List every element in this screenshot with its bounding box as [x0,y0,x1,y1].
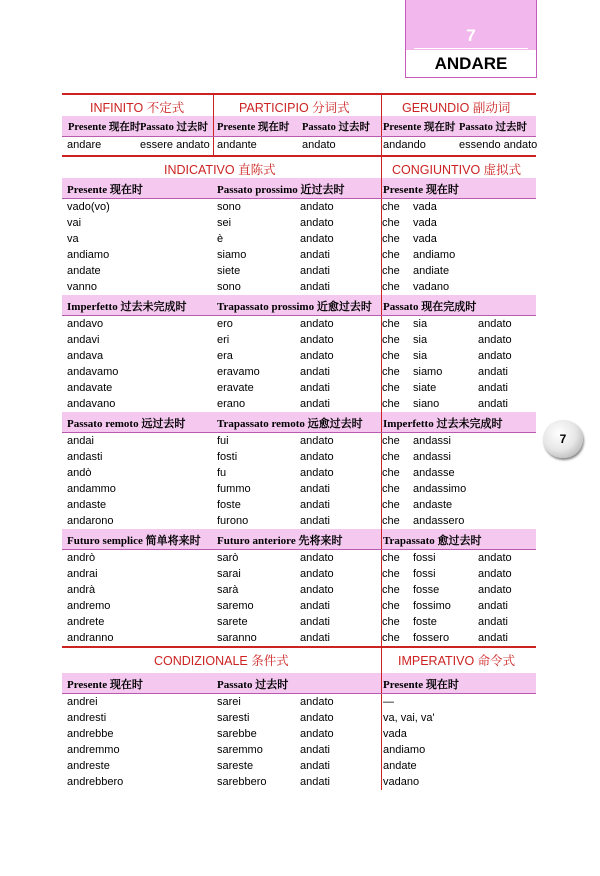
conjugation-cell: che [382,616,400,628]
conjugation-cell: andarono [67,515,114,527]
conjugation-row [62,694,536,710]
conjugation-cell: andrete [67,616,105,628]
conjugation-cell: che [382,366,400,378]
column-divider [381,465,382,481]
tense-header-row [62,295,536,316]
conjugation-cell: andati [478,382,508,394]
column-divider [213,116,214,136]
conjugation-cell: andati [300,398,330,410]
mood-header-row [62,155,536,178]
column-divider [381,247,382,263]
conjugation-row [62,550,536,566]
conjugation-cell: andato [300,350,334,362]
conjugation-cell: andati [300,632,330,644]
form-value: essendo andato [459,139,538,151]
conjugation-cell: fui [217,435,229,447]
conjugation-cell: saremmo [217,744,263,756]
tense-title: Futuro semplice 简单将来时 [67,535,201,547]
column-divider [381,758,382,774]
column-divider [381,295,382,315]
conjugation-cell: andati [300,760,330,772]
conjugation-cell: che [382,398,400,410]
form-value: andante [217,139,257,151]
conjugation-cell: che [382,382,400,394]
conjugation-cell: andresti [67,712,107,724]
conjugation-cell: andati [300,600,330,612]
forms-header-row [62,93,536,116]
tense-header-row [62,529,536,550]
conjugation-cell: vada [383,728,407,740]
conjugation-row [62,316,536,332]
conjugation-cell: vado(vo) [67,201,110,213]
column-divider [381,396,382,412]
conjugation-cell: vai [67,217,82,229]
column-divider [381,529,382,549]
conjugation-row [62,513,536,529]
conjugation-row [62,582,536,598]
tense-title: Presente 现在时 [67,679,143,691]
tense-title: Presente 现在时 [67,184,143,196]
conjugation-cell: andaste [413,499,453,511]
conjugation-cell: va, vai, va' [383,712,435,724]
conjugation-cell: andassimo [413,483,467,495]
conjugation-cell: andammo [67,483,116,495]
column-divider [381,694,382,710]
conjugation-cell: andato [300,552,334,564]
conjugation-cell: sarebbero [217,776,267,788]
conjugation-cell: eravate [217,382,254,394]
conjugation-cell: che [382,334,400,346]
column-divider [381,178,382,198]
conjugation-cell: sarei [217,696,241,708]
conjugation-cell: andai [67,435,94,447]
conjugation-cell: andato [300,584,334,596]
conjugation-cell: fossimo [413,600,451,612]
column-divider [381,137,382,155]
tense-title: Passato 现在完成时 [383,301,477,313]
conjugation-cell: che [382,568,400,580]
conjugation-cell: andate [67,265,101,277]
conjugation-cell: andato [300,318,334,330]
conjugation-cell: sarai [217,568,241,580]
conjugation-cell: ero [217,318,233,330]
condizionale-title: CONDIZIONALE 条件式 [154,654,289,668]
conjugation-cell: vadano [413,281,450,293]
tense-header-row [62,673,536,694]
conjugation-cell: foste [413,616,437,628]
conjugation-row [62,247,536,263]
conjugation-cell: andremmo [67,744,120,756]
conjugation-cell: andremo [67,600,111,612]
conjugation-cell: siano [413,398,440,410]
column-divider [381,710,382,726]
tense-title: Trapassato prossimo 近愈过去时 [217,301,372,313]
conjugation-cell: andassero [413,515,465,527]
conjugation-row [62,332,536,348]
side-tab [543,420,583,458]
conjugation-cell: — [383,696,394,708]
column-divider [381,630,382,646]
conjugation-cell: sarete [217,616,248,628]
side-tab-number: 7 [559,432,567,446]
column-divider [381,433,382,449]
conjugation-cell: fosse [413,584,440,596]
conjugation-cell: fossi [413,568,436,580]
conjugation-cell: siate [413,382,437,394]
tense-title: Futuro anteriore 先将来时 [217,535,343,547]
conjugation-cell: che [382,249,400,261]
conjugation-cell: fossero [413,632,450,644]
conjugation-cell: va [67,233,79,245]
conjugation-cell: che [382,318,400,330]
conjugation-cell: andò [67,467,92,479]
conjugation-cell: andranno [67,632,114,644]
conjugation-cell: che [382,217,400,229]
column-divider [381,614,382,630]
conjugation-cell: andasti [67,451,103,463]
tense-title: Presente 现在时 [383,184,459,196]
conjugation-cell: andrebbero [67,776,124,788]
form-title: GERUNDIO 副动词 [402,101,511,115]
conjugation-cell: vanno [67,281,97,293]
conjugation-cell: andato [300,334,334,346]
conjugation-row [62,215,536,231]
conjugation-cell: andato [300,217,334,229]
conjugation-cell: siamo [217,249,247,261]
conjugation-cell: sarò [217,552,239,564]
indicativo-title: INDICATIVO 直陈式 [164,163,276,177]
column-divider [381,316,382,332]
form-tense-label: Presente 现在时 [383,122,456,133]
conjugation-cell: andato [300,233,334,245]
conjugation-row [62,481,536,497]
conjugation-cell: sarà [217,584,239,596]
conjugation-cell: andati [300,281,330,293]
tense-header-row [62,178,536,199]
header-divider [414,48,528,49]
conjugation-cell: andati [478,600,508,612]
form-value: andando [383,139,426,151]
conjugation-cell: andavamo [67,366,119,378]
congiuntivo-title: CONGIUNTIVO 虚拟式 [392,163,522,177]
column-divider [381,513,382,529]
conjugation-cell: andrà [67,584,96,596]
conjugation-cell: che [382,467,400,479]
column-divider [381,364,382,380]
verb-title: ANDARE [405,50,537,78]
verb-number: 7 [466,26,476,45]
conjugation-cell: che [382,632,400,644]
column-divider [381,449,382,465]
form-tense-label: Passato 过去时 [302,122,370,133]
conjugation-cell: andiamo [383,744,426,756]
column-divider [381,116,382,136]
column-divider [381,231,382,247]
conjugation-row [62,710,536,726]
conjugation-cell: che [382,201,400,213]
conjugation-cell: saranno [217,632,257,644]
conjugation-cell: che [382,265,400,277]
conjugation-cell: sia [413,318,428,330]
conjugation-cell: andaste [67,499,107,511]
conjugation-row [62,396,536,412]
conjugation-cell: che [382,552,400,564]
conjugation-cell: andato [300,712,334,724]
column-divider [381,215,382,231]
conjugation-cell: andato [478,584,512,596]
conjugation-cell: andassi [413,435,451,447]
conjugation-row [62,598,536,614]
conjugation-cell: andrò [67,552,96,564]
conjugation-cell: che [382,435,400,447]
form-tense-label: Passato 过去时 [459,122,527,133]
conjugation-cell: andato [478,334,512,346]
conjugation-cell: andati [300,744,330,756]
forms-subheader-row [62,116,536,137]
column-divider [381,332,382,348]
conjugation-cell: andrebbe [67,728,114,740]
column-divider [381,481,382,497]
conjugation-row [62,566,536,582]
conjugation-cell: sono [217,281,241,293]
conjugation-cell: andrai [67,568,98,580]
conjugation-cell: andati [300,366,330,378]
conjugation-row [62,497,536,513]
conjugation-row [62,614,536,630]
column-divider [381,598,382,614]
conjugation-cell: sarebbe [217,728,257,740]
column-divider [381,550,382,566]
conjugation-cell: andiate [413,265,450,277]
conjugation-cell: andavano [67,398,116,410]
conjugation-cell: andato [300,435,334,447]
conjugation-cell: sia [413,334,428,346]
conjugation-cell: sia [413,350,428,362]
conjugation-cell: andato [300,696,334,708]
column-divider [213,137,214,155]
column-divider [381,774,382,790]
conjugation-cell: siamo [413,366,443,378]
conjugation-row [62,630,536,646]
conjugation-cell: andati [478,398,508,410]
tense-title: Imperfetto 过去未完成时 [67,301,187,313]
conjugation-cell: andato [478,318,512,330]
tense-title: Presente 现在时 [383,679,459,691]
conjugation-row [62,742,536,758]
conjugation-cell: era [217,350,233,362]
conjugation-cell: andati [300,265,330,277]
conjugation-cell: andati [300,249,330,261]
conjugation-cell: andate [383,760,417,772]
conjugation-cell: furono [217,515,249,527]
conjugation-cell: siete [217,265,241,277]
conjugation-cell: andati [478,366,508,378]
conjugation-row [62,279,536,295]
conjugation-row [62,263,536,279]
conjugation-cell: andati [478,632,508,644]
conjugation-cell: andato [300,568,334,580]
conjugation-cell: saresti [217,712,250,724]
conjugation-cell: che [382,451,400,463]
column-divider [381,95,382,116]
conjugation-cell: andati [300,483,330,495]
conjugation-cell: vada [413,201,437,213]
conjugation-cell: andati [478,616,508,628]
conjugation-cell: andassi [413,451,451,463]
form-title: INFINITO 不定式 [90,101,185,115]
conjugation-cell: fu [217,467,227,479]
conjugation-cell: andavo [67,318,104,330]
tense-title: Passato remoto 远过去时 [67,418,186,430]
column-divider [381,263,382,279]
conjugation-row [62,433,536,449]
conjugation-cell: eri [217,334,230,346]
column-divider [381,380,382,396]
verb-number-box [405,0,537,50]
conjugation-cell: andavate [67,382,113,394]
conjugation-cell: che [382,515,400,527]
conjugation-cell: andato [478,568,512,580]
conjugation-cell: che [382,584,400,596]
conjugation-cell: andrei [67,696,98,708]
conjugation-cell: andiamo [67,249,110,261]
column-divider [381,566,382,582]
form-value: andato [302,139,336,151]
column-divider [381,157,382,178]
conjugation-row [62,465,536,481]
tense-title: Trapassato 愈过去时 [383,535,482,547]
conjugation-row [62,364,536,380]
conjugation-cell: andasse [413,467,455,479]
form-tense-label: Presente 现在时 [68,122,141,133]
conjugation-cell: erano [217,398,246,410]
tense-header-row [62,412,536,433]
conjugation-cell: saremo [217,600,254,612]
conjugation-cell: andava [67,350,104,362]
tense-title: Passato 过去时 [217,679,289,691]
conjugation-row [62,199,536,215]
conjugation-cell: eravamo [217,366,260,378]
conjugation-cell: che [382,233,400,245]
conjugation-cell: fummo [217,483,251,495]
form-tense-label: Passato 过去时 [140,122,208,133]
conjugation-cell: andreste [67,760,110,772]
column-divider [381,279,382,295]
conjugation-cell: andiamo [413,249,456,261]
tense-title: Imperfetto 过去未完成时 [383,418,503,430]
conjugation-row [62,774,536,790]
conjugation-cell: andato [300,451,334,463]
conjugation-row [62,380,536,396]
column-divider [381,582,382,598]
mood-header-row [62,646,536,673]
conjugation-cell: andati [300,776,330,788]
conjugation-cell: che [382,350,400,362]
conjugation-cell: andati [300,382,330,394]
column-divider [381,648,382,673]
conjugation-cell: andato [300,728,334,740]
conjugation-row [62,231,536,247]
conjugation-cell: andati [300,515,330,527]
conjugation-cell: sono [217,201,241,213]
column-divider [381,412,382,432]
form-value: andare [67,139,102,151]
conjugation-cell: andato [300,467,334,479]
form-tense-label: Presente 现在时 [217,122,290,133]
conjugation-cell: sareste [217,760,254,772]
conjugation-cell: fossi [413,552,436,564]
conjugation-cell: andati [300,499,330,511]
conjugation-cell: sei [217,217,232,229]
conjugation-cell: che [382,600,400,612]
conjugation-row [62,449,536,465]
conjugation-cell: che [382,499,400,511]
conjugation-cell: andato [478,350,512,362]
tense-title: Passato prossimo 近过去时 [217,184,345,196]
conjugation-cell: vada [413,233,437,245]
forms-values-row [62,137,536,155]
conjugation-cell: andavi [67,334,100,346]
column-divider [381,742,382,758]
form-value: essere andato [140,139,210,151]
conjugation-cell: vadano [383,776,420,788]
conjugation-row [62,726,536,742]
conjugation-cell: foste [217,499,241,511]
conjugation-cell: andato [300,201,334,213]
conjugation-cell: andati [300,616,330,628]
conjugation-cell: fosti [217,451,238,463]
conjugation-table [62,93,536,790]
column-divider [381,726,382,742]
form-title: PARTICIPIO 分词式 [239,101,350,115]
conjugation-cell: che [382,483,400,495]
conjugation-cell: che [382,281,400,293]
verb-header [405,0,537,77]
column-divider [381,348,382,364]
conjugation-row [62,348,536,364]
conjugation-row [62,758,536,774]
conjugation-cell: è [217,233,224,245]
column-divider [381,199,382,215]
conjugation-cell: vada [413,217,437,229]
tense-title: Trapassato remoto 远愈过去时 [217,418,363,430]
imperativo-title: IMPERATIVO 命令式 [398,654,516,668]
column-divider [381,673,382,693]
column-divider [381,497,382,513]
conjugation-cell: andato [478,552,512,564]
column-divider [213,95,214,116]
